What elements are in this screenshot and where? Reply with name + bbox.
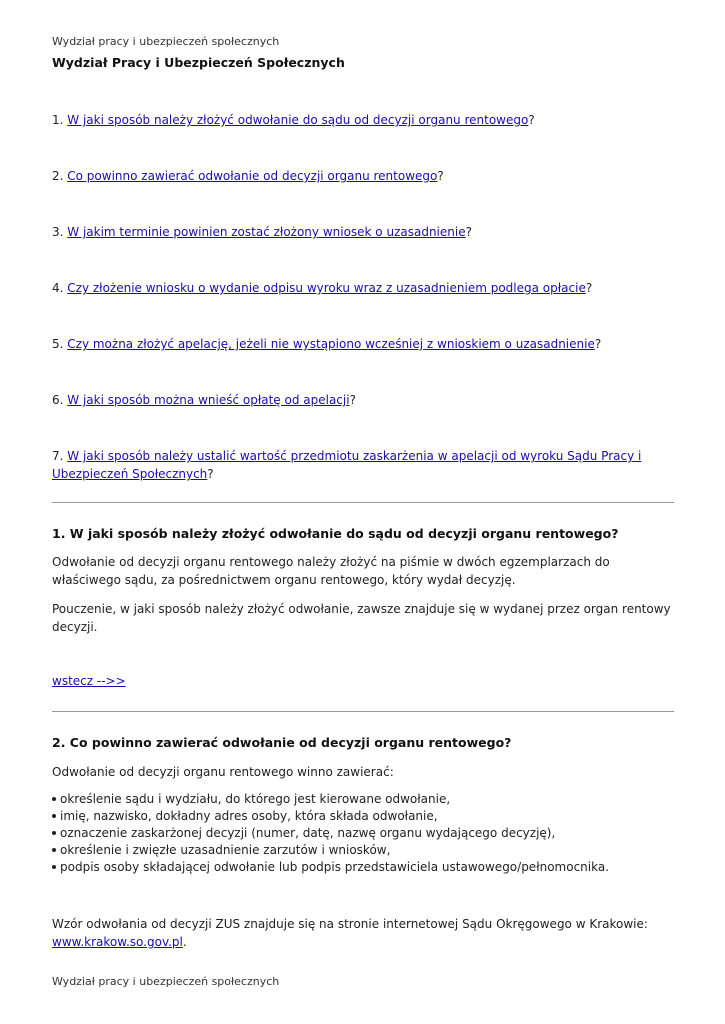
page-title: Wydział Pracy i Ubezpieczeń Społecznych [52,55,345,70]
question-suffix: ? [207,467,214,481]
bullet-icon [52,814,56,818]
question-number: 5. [52,337,68,351]
question-number: 6. [52,393,68,407]
list-item: imię, nazwisko, dokładny adres osoby, która składa odwołanie, [52,808,674,825]
question-link-4[interactable]: Czy złożenie wniosku o wydanie odpisu wyroku wraz z uzasadnieniem podlega opłacie [67,281,586,295]
question-suffix: ? [437,169,444,183]
question-item-2 [52,167,674,185]
question-number: 3. [52,225,68,239]
template-text: Wzór odwołania od decyzji ZUS znajduje się na stronie internetowej Sądu Okręgowego w Krakowie: [52,917,648,931]
section-1-paragraph-2: Pouczenie, w jaki sposób należy złożyć odwołanie, zawsze znajduje się w wydanej przez organ rentowy decyzji. [52,602,671,634]
running-footer: Wydział pracy i ubezpieczeń społecznych [52,975,280,988]
question-item-1 [52,111,674,129]
question-item-4 [52,279,674,297]
template-info [52,915,674,951]
question-item-5 [52,335,674,353]
krakow-court-link[interactable]: www.krakow.so.gov.pl [52,935,183,949]
running-header: Wydział pracy i ubezpieczeń społecznych [52,35,280,48]
bullet-icon [52,831,56,835]
question-item-6 [52,391,674,409]
back-link[interactable]: wstecz -->> [52,674,126,688]
requirements-list [52,791,674,876]
question-link-3[interactable]: W jakim terminie powinien zostać złożony wniosek o uzasadnienie [67,225,466,239]
bullet-icon [52,797,56,801]
question-link-5[interactable]: Czy można złożyć apelację, jeżeli nie wystąpiono wcześniej z wnioskiem o uzasadnienie [67,337,595,351]
bullet-icon [52,865,56,869]
question-suffix: ? [585,281,593,295]
question-suffix: ? [528,113,535,127]
question-link-2[interactable]: Co powinno zawierać odwołanie od decyzji organu rentowego [67,169,438,183]
section-2-intro: Odwołanie od decyzji organu rentowego winno zawierać: [52,765,394,779]
section-2-title: 2. Co powinno zawierać odwołanie od decyzji organu rentowego? [52,735,512,750]
question-item-3 [52,223,674,241]
template-suffix: . [182,935,187,949]
question-suffix: ? [594,337,602,351]
question-number: 2. [52,169,68,183]
section-1-paragraph-1: Odwołanie od decyzji organu rentowego należy złożyć na piśmie w dwóch egzemplarzach do właściwego sądu, za pośrednictwem organu rentowego, który wydał decyzję. [52,555,610,587]
question-number: 4. [52,281,68,295]
section-divider [52,502,674,503]
question-link-1[interactable]: W jaki sposób należy złożyć odwołanie do sądu od decyzji organu rentowego [67,113,529,127]
question-suffix: ? [349,393,356,407]
section-divider [52,711,674,712]
list-item: oznaczenie zaskarżonej decyzji (numer, datę, nazwę organu wydającego decyzję), [52,825,674,842]
question-number: 1. [52,113,68,127]
list-item: określenie sądu i wydziału, do którego jest kierowane odwołanie, [52,791,674,808]
bullet-icon [52,848,56,852]
list-item: określenie i zwięzłe uzasadnienie zarzutów i wniosków, [52,842,674,859]
question-link-6[interactable]: W jaki sposób można wnieść opłatę od apelacji [67,393,350,407]
question-number: 7. [52,449,68,463]
list-item: podpis osoby składającej odwołanie lub podpis przedstawiciela ustawowego/pełnomocnika. [52,859,674,876]
question-link-7[interactable]: W jaki sposób należy ustalić wartość przedmiotu zaskarżenia w apelacji od wyroku Sądu Pracy i Ubezpieczeń Społecznych [52,449,642,481]
question-suffix: ? [465,225,472,239]
question-item-7 [52,447,674,483]
section-1-title: 1. W jaki sposób należy złożyć odwołanie do sądu od decyzji organu rentowego? [52,526,619,541]
